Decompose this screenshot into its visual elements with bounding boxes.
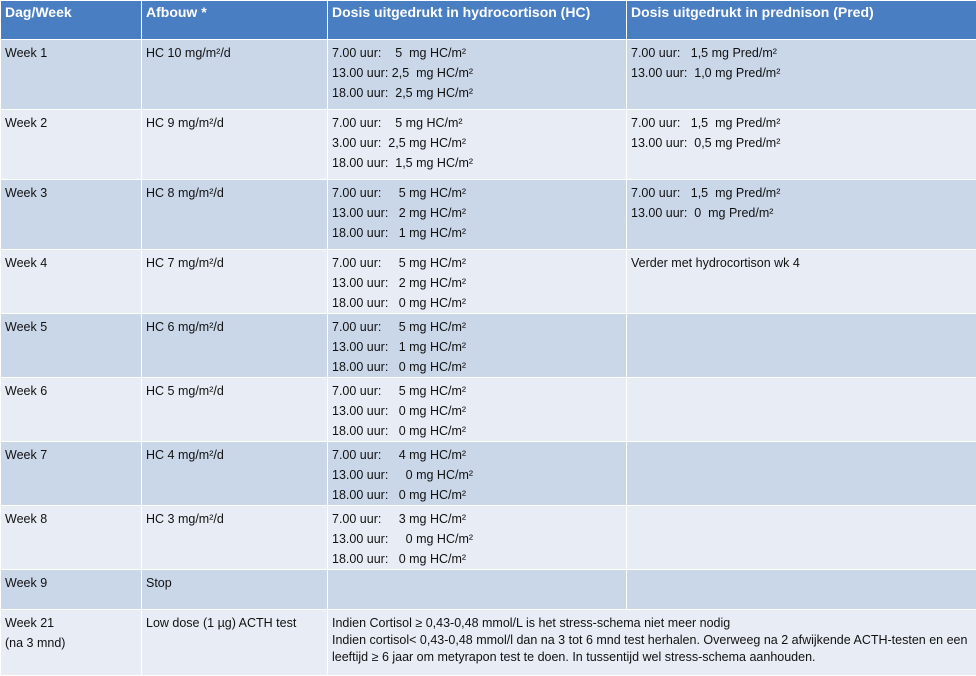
hc-dose-cell [328,180,627,250]
hc-dose-line: 13.00 uur: 2 mg HC/m² [332,273,622,293]
hc-dose-line: 7.00 uur: 5 mg HC/m² [332,43,622,63]
table-row [1,110,976,180]
hc-dose-line: 7.00 uur: 4 mg HC/m² [332,445,622,465]
hc-dose-cell [328,110,627,180]
pred-dose-cell [627,110,976,180]
afbouw-cell: HC 3 mg/m²/d [142,506,328,570]
afbouw-cell: HC 4 mg/m²/d [142,442,328,506]
header-prednison: Dosis uitgedrukt in prednison (Pred) [627,1,976,40]
hc-dose-line: 18.00 uur: 0 mg HC/m² [332,293,622,313]
table-row [1,314,976,378]
hc-dose-line: 7.00 uur: 5 mg HC/m² [332,253,622,273]
hc-dose-line: 18.00 uur: 1 mg HC/m² [332,223,622,243]
pred-dose-cell [627,180,976,250]
pred-dose-line: 7.00 uur: 1,5 mg Pred/m² [631,183,972,203]
hc-dose-line: 13.00 uur: 0 mg HC/m² [332,465,622,485]
week-cell: Week 21 (na 3 mnd) [1,610,142,676]
week-cell: Week 9 [1,570,142,610]
hc-dose-line: 18.00 uur: 0 mg HC/m² [332,357,622,377]
afbouw-cell: Low dose (1 µg) ACTH test [142,610,328,676]
afbouw-cell: Stop [142,570,328,610]
note-line: Indien Cortisol ≥ 0,43-0,48 mmol/L is het stress-schema niet meer nodig [332,615,972,632]
header-hydrocortison: Dosis uitgedrukt in hydrocortison (HC) [328,1,627,40]
pred-dose-line: 13.00 uur: 1,0 mg Pred/m² [631,63,972,83]
table-row [1,570,976,610]
hc-dose-line: 18.00 uur: 0 mg HC/m² [332,485,622,505]
note-line: Indien cortisol< 0,43-0,48 mmol/l dan na 3 tot 6 mnd test herhalen. Overweeg na 2 afwijkende ACTH-testen en een leeftijd ≥ 6 jaar om metyrapon test te doen. In tussentijd wel stress-schema aanhouden. [332,632,972,666]
pred-dose-line: 7.00 uur: 1,5 mg Pred/m² [631,113,972,133]
hc-dose-line: 7.00 uur: 3 mg HC/m² [332,509,622,529]
hc-dose-line: 3.00 uur: 2,5 mg HC/m² [332,133,622,153]
afbouw-cell: HC 8 mg/m²/d [142,180,328,250]
pred-dose-cell [627,442,976,506]
afbouw-cell: HC 10 mg/m²/d [142,40,328,110]
table-row [1,250,976,314]
week-cell: Week 1 [1,40,142,110]
hc-dose-cell [328,506,627,570]
pred-dose-cell [627,506,976,570]
acth-test-note [328,610,976,676]
afbouw-cell: HC 7 mg/m²/d [142,250,328,314]
afbouw-cell: HC 6 mg/m²/d [142,314,328,378]
hc-dose-line: 13.00 uur: 2 mg HC/m² [332,203,622,223]
week-cell: Week 2 [1,110,142,180]
hc-dose-line: 13.00 uur: 0 mg HC/m² [332,529,622,549]
afbouw-cell: HC 5 mg/m²/d [142,378,328,442]
hc-dose-cell [328,314,627,378]
hc-dose-cell [328,442,627,506]
hc-dose-line: 13.00 uur: 2,5 mg HC/m² [332,63,622,83]
hc-dose-cell [328,40,627,110]
hc-dose-line: 13.00 uur: 1 mg HC/m² [332,337,622,357]
hc-dose-line: 18.00 uur: 0 mg HC/m² [332,421,622,441]
table-row [1,442,976,506]
header-row [1,1,976,40]
hc-dose-cell [328,250,627,314]
hc-dose-line: 7.00 uur: 5 mg HC/m² [332,183,622,203]
pred-dose-cell [627,314,976,378]
hc-dose-line: 13.00 uur: 0 mg HC/m² [332,401,622,421]
pred-dose-cell [627,570,976,610]
pred-dose-line: 13.00 uur: 0,5 mg Pred/m² [631,133,972,153]
table-row [1,180,976,250]
week-cell: Week 4 [1,250,142,314]
week-cell: Week 3 [1,180,142,250]
hc-dose-line: 7.00 uur: 5 mg HC/m² [332,113,622,133]
pred-dose-line: 13.00 uur: 0 mg Pred/m² [631,203,972,223]
pred-dose-line: Verder met hydrocortison wk 4 [631,253,972,273]
table-row [1,506,976,570]
table-row [1,610,976,676]
hc-dose-cell [328,570,627,610]
pred-dose-cell [627,378,976,442]
header-dag-week: Dag/Week [1,1,142,40]
week-cell: Week 6 [1,378,142,442]
hc-dose-line: 7.00 uur: 5 mg HC/m² [332,317,622,337]
hc-dose-line: 18.00 uur: 0 mg HC/m² [332,549,622,569]
hc-dose-cell [328,378,627,442]
pred-dose-cell [627,40,976,110]
pred-dose-cell [627,250,976,314]
table-row [1,40,976,110]
pred-dose-line: 7.00 uur: 1,5 mg Pred/m² [631,43,972,63]
week-cell: Week 7 [1,442,142,506]
week-cell: Week 5 [1,314,142,378]
week-cell: Week 8 [1,506,142,570]
hc-dose-line: 18.00 uur: 1,5 mg HC/m² [332,153,622,173]
header-afbouw: Afbouw * [142,1,328,40]
hc-dose-line: 18.00 uur: 2,5 mg HC/m² [332,83,622,103]
hc-dose-line: 7.00 uur: 5 mg HC/m² [332,381,622,401]
afbouw-cell: HC 9 mg/m²/d [142,110,328,180]
table-row [1,378,976,442]
